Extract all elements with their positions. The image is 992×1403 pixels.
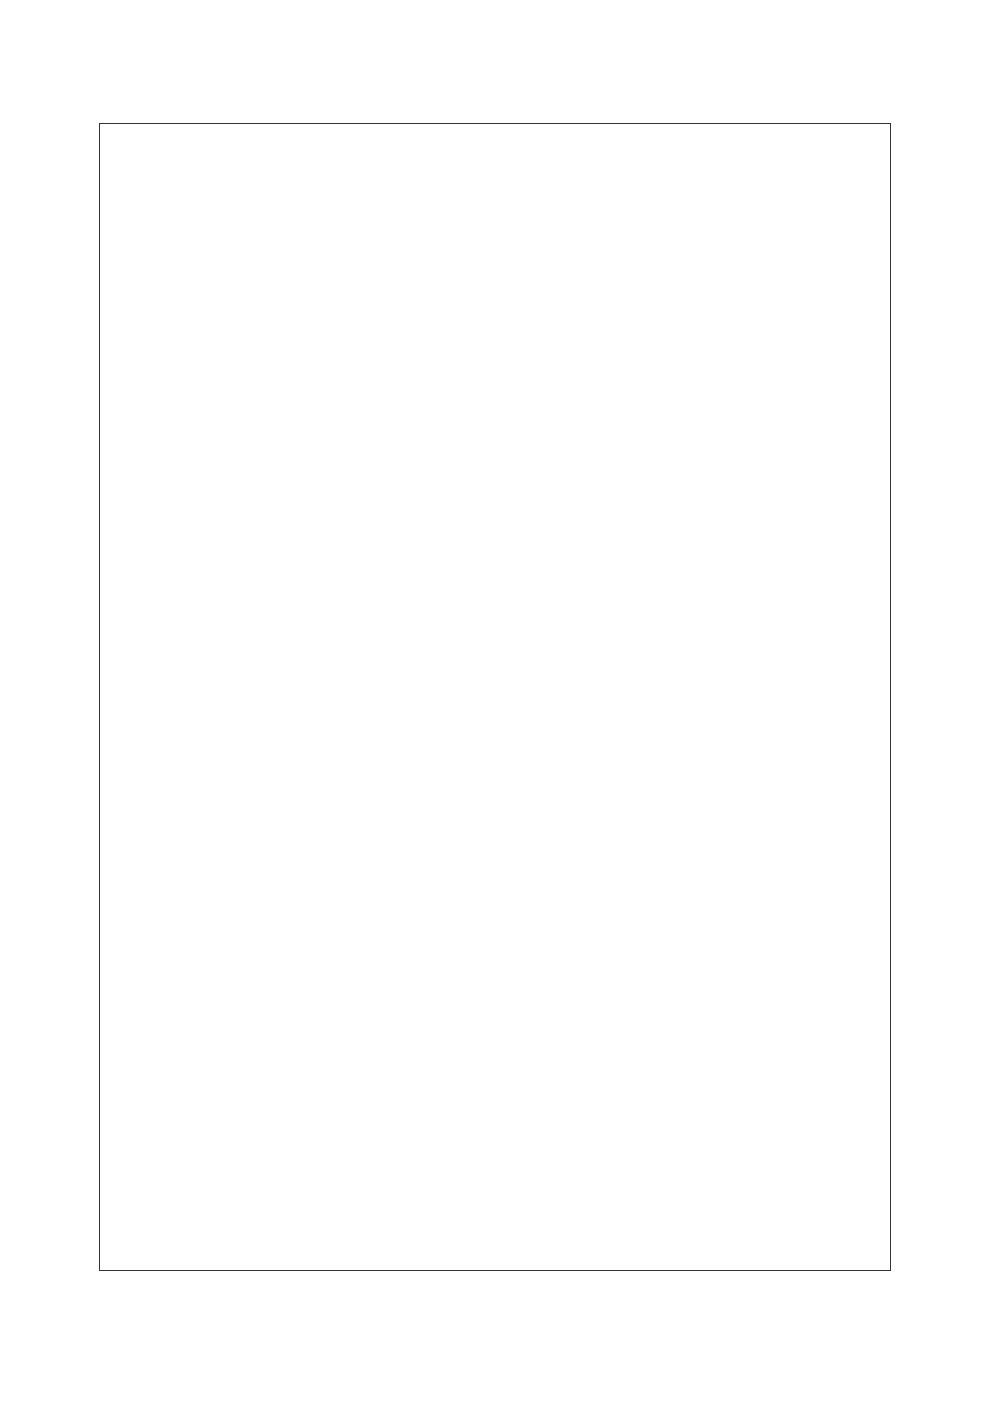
content-frame [99,123,891,1271]
